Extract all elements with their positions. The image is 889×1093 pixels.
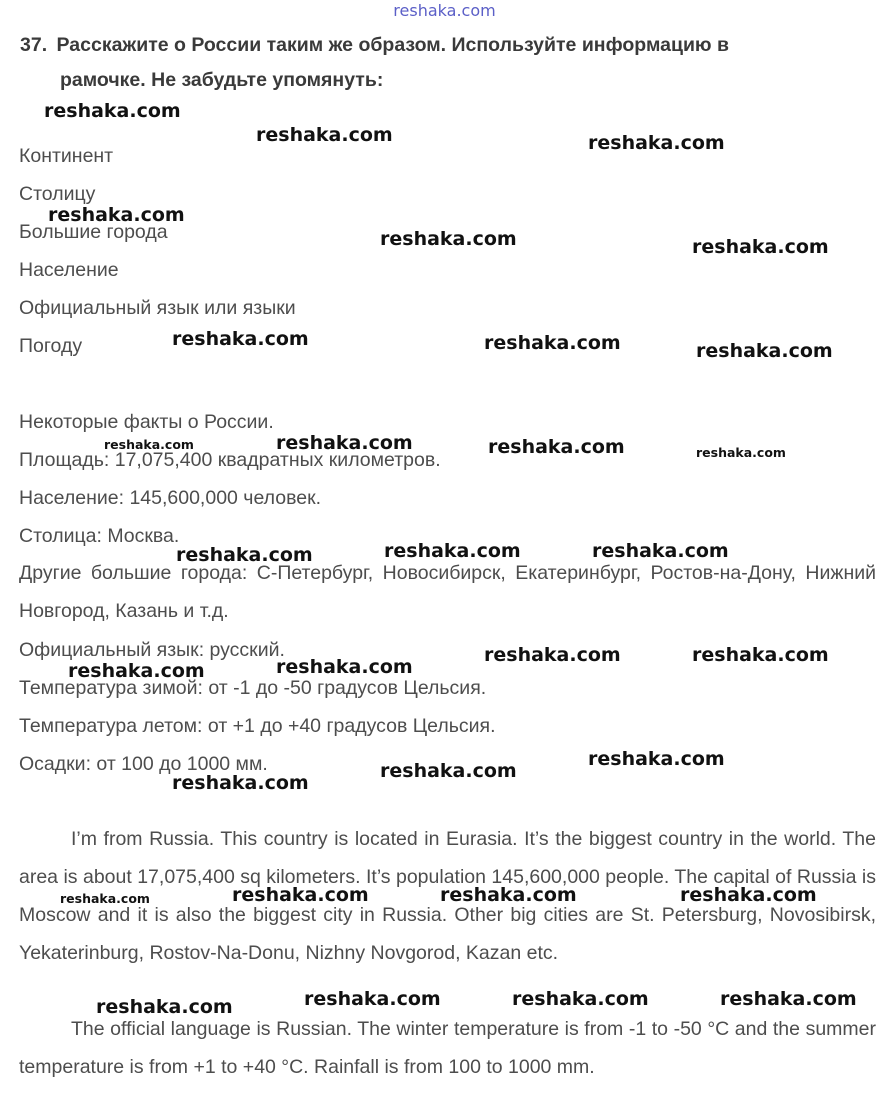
watermark: reshaka.com <box>256 124 393 146</box>
watermark: reshaka.com <box>720 988 857 1010</box>
watermark: reshaka.com <box>44 100 181 122</box>
fact-winter: Температура зимой: от -1 до -50 градусов Цельсия. <box>19 677 487 699</box>
answer-paragraph-2: The official language is Russian. The winter temperature is from -1 to -50 °C and the summer temperature is from +1 to +40 °C. Rainfall is from 100 to 1000 mm. <box>19 1018 876 1078</box>
fact-population: Население: 145,600,000 человек. <box>19 487 322 509</box>
watermark: reshaka.com <box>380 228 517 250</box>
watermark: reshaka.com <box>592 540 729 562</box>
fact-rainfall: Осадки: от 100 до 1000 мм. <box>19 753 268 775</box>
mention-item-big-cities: Большие города <box>19 221 168 243</box>
watermark: reshaka.com <box>60 891 150 906</box>
watermark: reshaka.com <box>440 884 577 906</box>
fact-area: Площадь: 17,075,400 квадратных километров. <box>19 449 441 471</box>
task-instruction-line2: рамочке. Не забудьте упомянуть: <box>60 69 384 91</box>
mention-item-weather: Погоду <box>19 335 83 357</box>
watermark: reshaka.com <box>96 996 233 1018</box>
watermark: reshaka.com <box>484 332 621 354</box>
facts-heading: Некоторые факты о России. <box>19 411 274 433</box>
mention-item-population: Население <box>19 259 119 281</box>
watermark: reshaka.com <box>512 988 649 1010</box>
watermark: reshaka.com <box>692 236 829 258</box>
mention-item-continent: Континент <box>19 145 114 167</box>
watermark: reshaka.com <box>172 772 309 794</box>
task-instruction-line1: Расскажите о России таким же образом. Используйте информацию в <box>56 34 729 56</box>
fact-capital: Столица: Москва. <box>19 525 180 547</box>
watermark: reshaka.com <box>384 540 521 562</box>
mention-item-capital: Столицу <box>19 183 96 205</box>
watermark: reshaka.com <box>380 760 517 782</box>
watermark: reshaka.com <box>696 445 786 460</box>
watermark: reshaka.com <box>172 328 309 350</box>
watermark: reshaka.com <box>588 748 725 770</box>
watermark: reshaka.com <box>48 204 185 226</box>
watermark: reshaka.com <box>484 644 621 666</box>
watermark: reshaka.com <box>276 432 413 454</box>
watermark: reshaka.com <box>232 884 369 906</box>
watermark: reshaka.com <box>304 988 441 1010</box>
site-header-watermark: reshaka.com <box>393 1 496 20</box>
fact-language: Официальный язык: русский. <box>19 639 285 661</box>
watermark: reshaka.com <box>276 656 413 678</box>
watermark: reshaka.com <box>68 660 205 682</box>
watermark: reshaka.com <box>588 132 725 154</box>
answer-paragraph-1: I’m from Russia. This country is located in Eurasia. It’s the biggest country in the world. The area is about 17,075,400 sq kilometers. It’s population 145,600,000 people. The capital of Russia is Moscow and it is also the biggest city in Russia. Other big cities are St. Petersburg, Novosibirsk, Yekaterinburg, Rostov-Na-Donu, Nizhny Novgorod, Kazan etc. <box>19 828 876 964</box>
watermark: reshaka.com <box>488 436 625 458</box>
watermark: reshaka.com <box>176 544 313 566</box>
mention-item-language: Официальный язык или языки <box>19 297 296 319</box>
task-heading <box>20 28 876 98</box>
watermark: reshaka.com <box>104 437 194 452</box>
fact-summer: Температура летом: от +1 до +40 градусов Цельсия. <box>19 715 496 737</box>
watermark: reshaka.com <box>680 884 817 906</box>
watermark: reshaka.com <box>692 644 829 666</box>
watermark: reshaka.com <box>696 340 833 362</box>
fact-cities: Другие большие города: С-Петербург, Новосибирск, Екатеринбург, Ростов-на-Дону, Нижний Новгород, Казань и т.д. <box>19 562 876 622</box>
task-number: 37. <box>20 34 48 56</box>
